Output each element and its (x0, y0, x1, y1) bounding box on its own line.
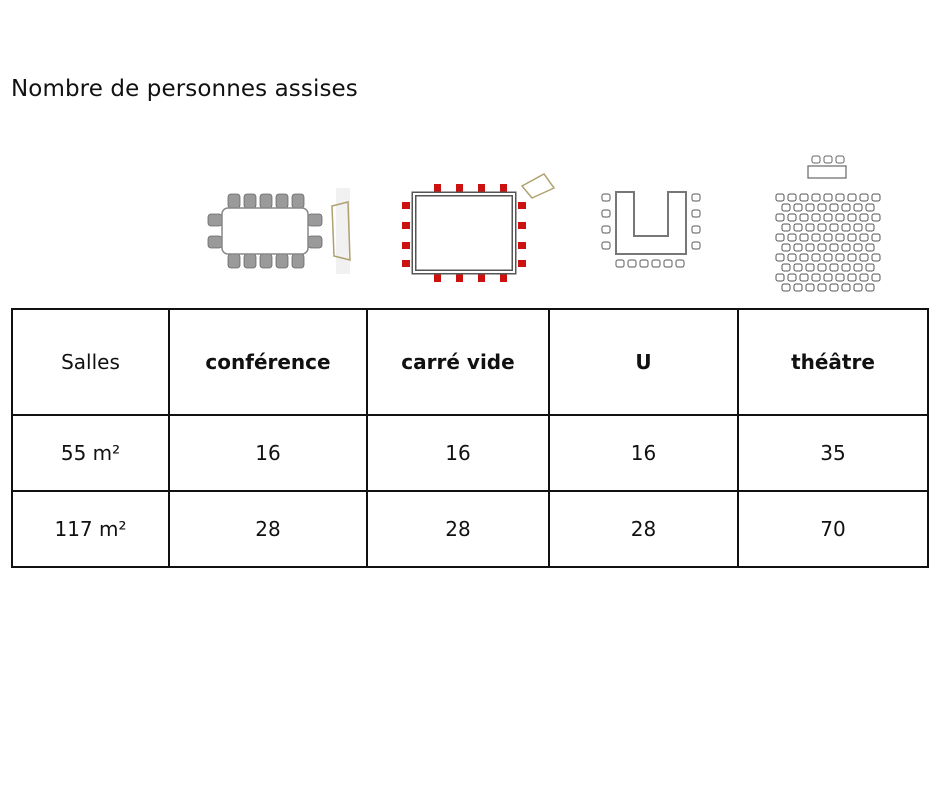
header-theatre: théâtre (738, 309, 928, 415)
header-carre-vide: carré vide (367, 309, 549, 415)
header-u: U (549, 309, 738, 415)
capacity-cell: 35 (738, 415, 928, 491)
seating-capacity-table (11, 308, 929, 568)
u-shape-layout-icon (596, 184, 708, 270)
capacity-cell: 16 (549, 415, 738, 491)
header-conference: conférence (169, 309, 367, 415)
table-row (12, 415, 928, 491)
table-row (12, 491, 928, 567)
capacity-cell: 16 (367, 415, 549, 491)
hollow-square-layout-icon (394, 164, 562, 288)
table-header-row (12, 309, 928, 415)
capacity-cell: 28 (549, 491, 738, 567)
capacity-cell: 16 (169, 415, 367, 491)
room-size-cell: 55 m² (12, 415, 169, 491)
room-size-cell: 117 m² (12, 491, 169, 567)
capacity-cell: 28 (169, 491, 367, 567)
conference-table-layout-icon (200, 184, 360, 278)
page-title: Nombre de personnes assises (11, 76, 358, 102)
rooms-header-cell: Salles (12, 309, 169, 415)
theatre-layout-icon (760, 148, 902, 298)
capacity-cell: 70 (738, 491, 928, 567)
capacity-cell: 28 (367, 491, 549, 567)
